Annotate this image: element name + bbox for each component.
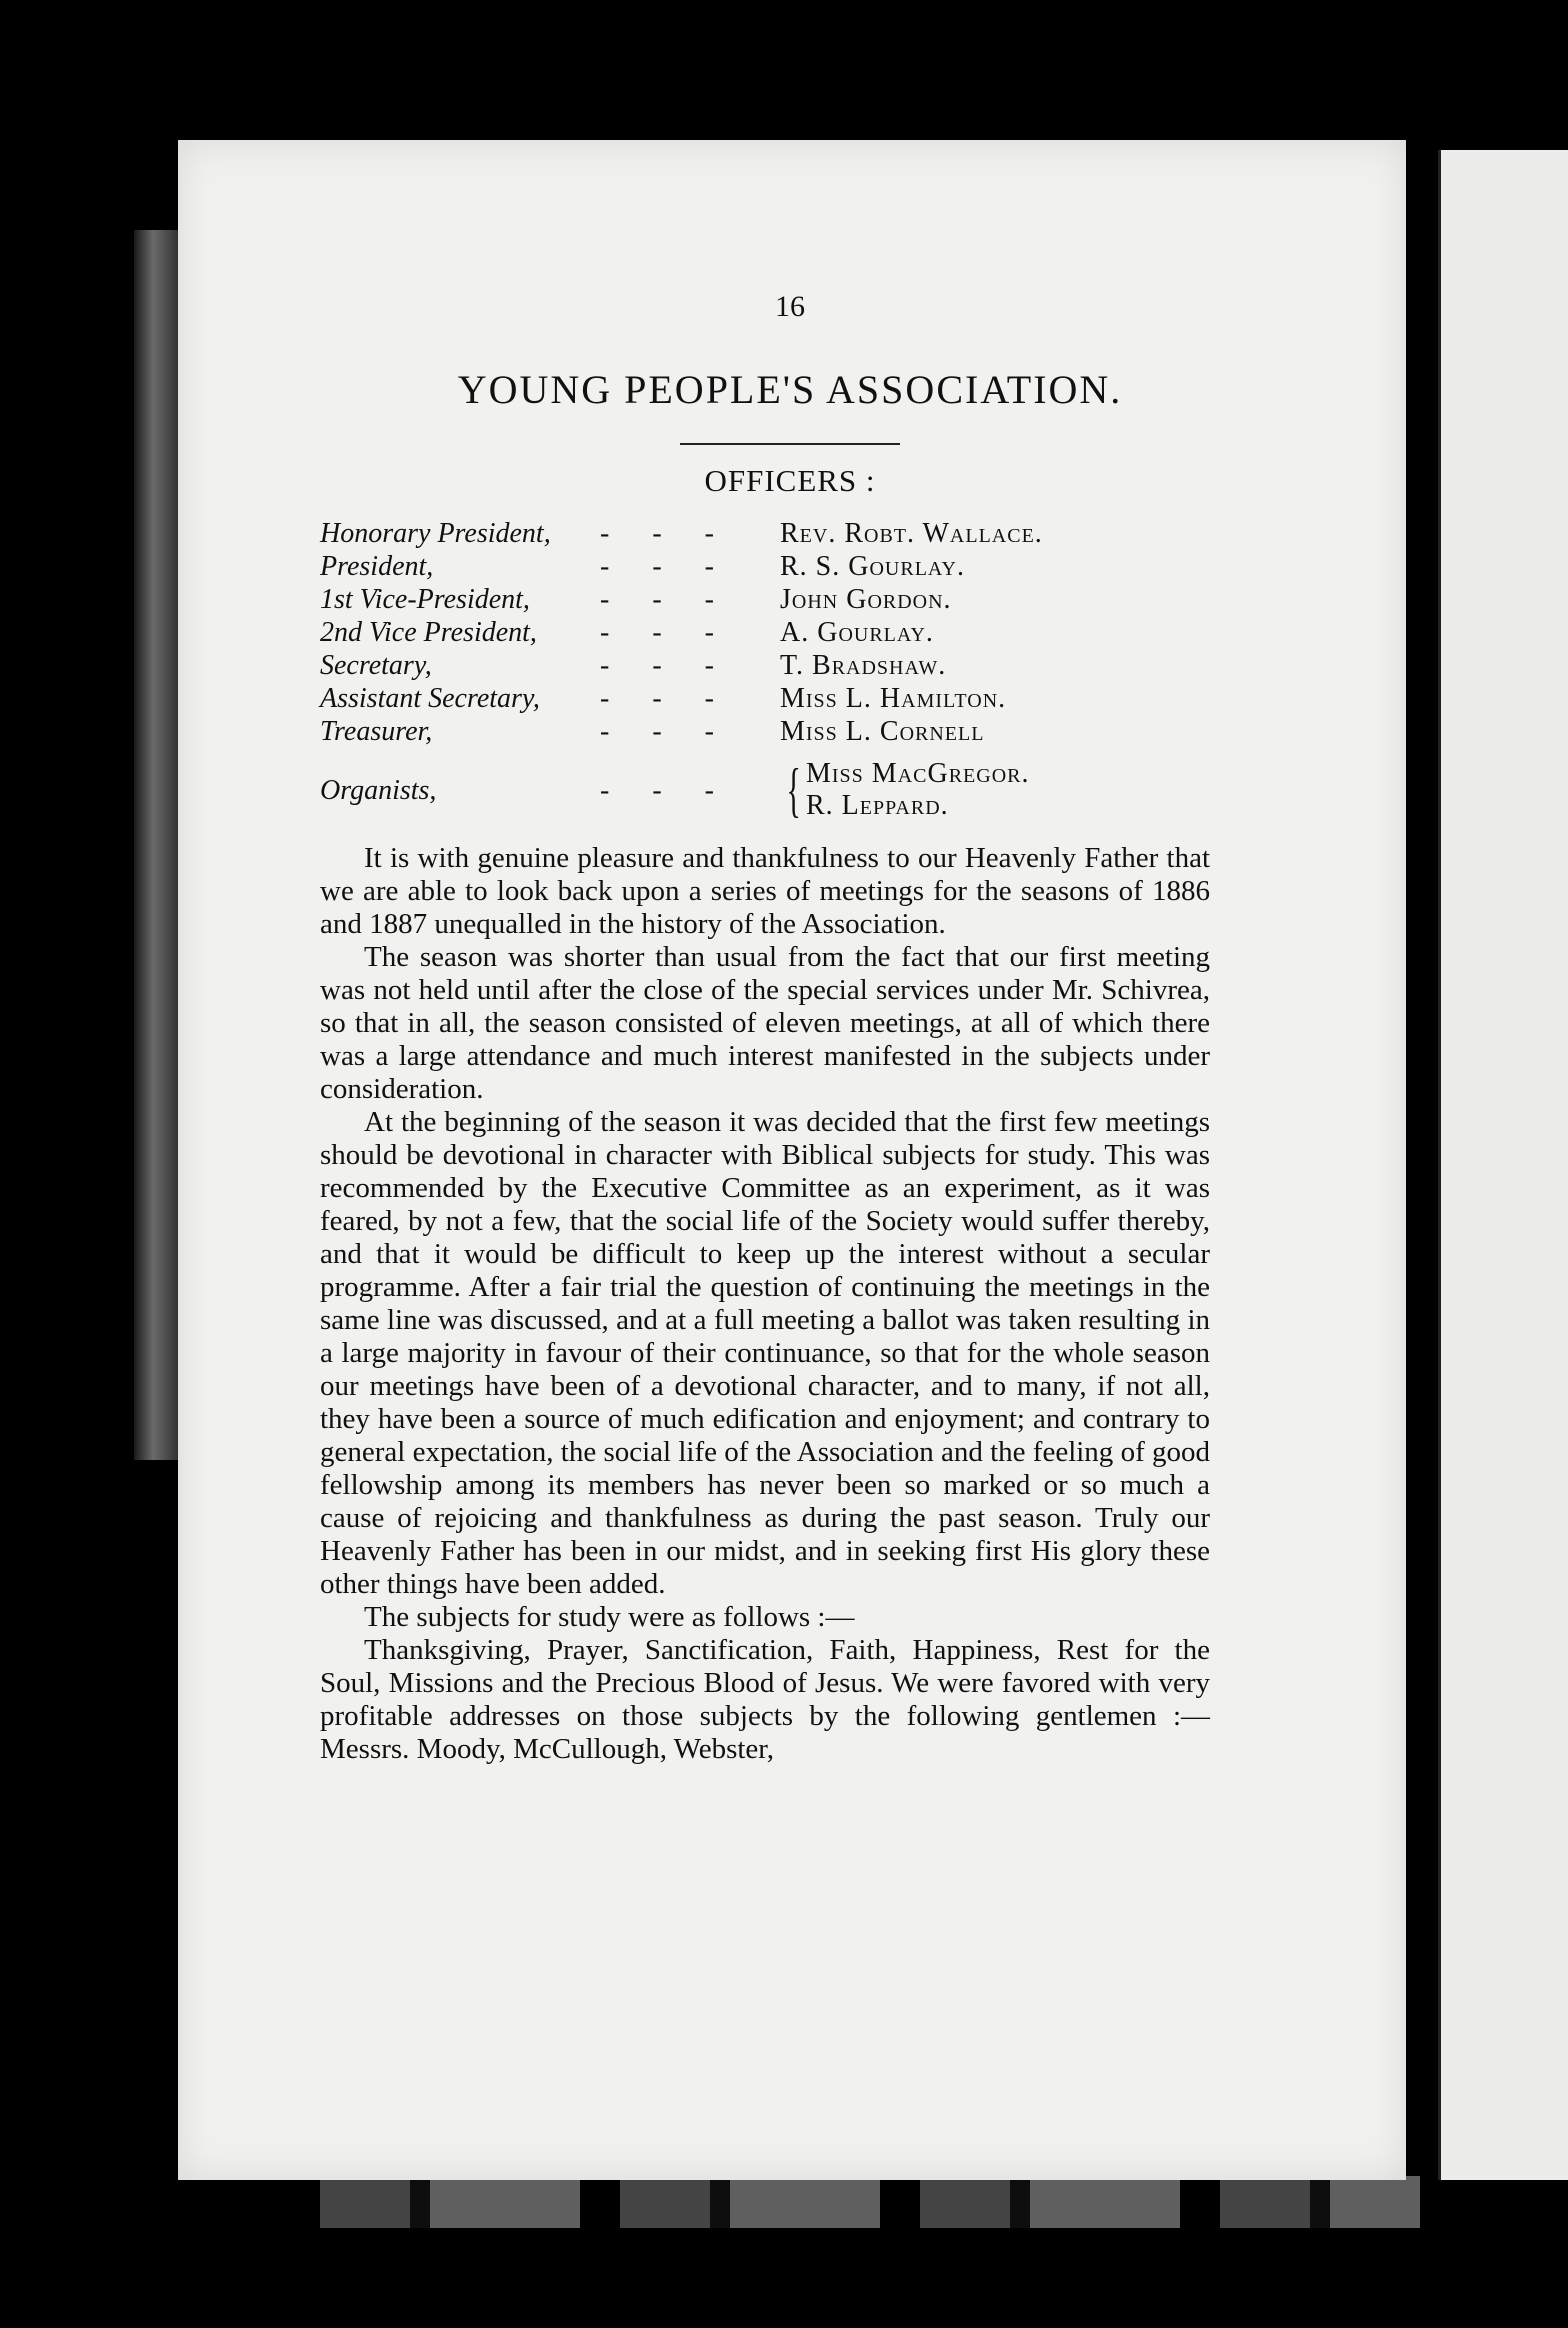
officer-name: R. S. Gourlay. [780, 551, 965, 582]
officer-role: Secretary, [320, 650, 432, 681]
paragraph: Thanksgiving, Prayer, Sanctification, Faith, Happiness, Rest for the Soul, Missions and the Precious Blood of Jesus. We were favored with very profitable addresses on those subjects by the following gentlemen :—Messrs. Moody, McCullough, Webster, [320, 1634, 1210, 1765]
officer-name: Rev. Robt. Wallace. [780, 518, 1043, 549]
officer-role: Treasurer, [320, 716, 433, 747]
page-number: 16 [775, 290, 805, 323]
leader-dashes: - - - [600, 716, 732, 747]
officer-role: Assistant Secretary, [320, 683, 540, 714]
leader-dashes: - - - [600, 584, 732, 615]
officer-row [320, 649, 1220, 682]
officer-role: President, [320, 551, 434, 582]
officer-name: John Gordon. [780, 584, 952, 615]
leader-dashes: - - - [600, 518, 732, 549]
organists-row [320, 758, 1220, 822]
officer-row [320, 682, 1220, 715]
organist-name: R. Leppard. [806, 790, 949, 821]
body-text [320, 842, 1210, 1766]
officer-name: A. Gourlay. [780, 617, 934, 648]
page-content [320, 290, 1220, 1766]
officer-row [320, 616, 1220, 649]
officer-row [320, 517, 1220, 550]
organist-name: Miss MacGregor. [806, 758, 1030, 789]
paragraph: It is with genuine pleasure and thankfulness to our Heavenly Father that we are able to look back upon a series of meetings for the seasons of 1886 and 1887 unequalled in the history of the Association. [320, 842, 1210, 940]
page-bottom-fringe [320, 2176, 1420, 2228]
facing-page-edge [1438, 150, 1568, 2180]
page-heading: YOUNG PEOPLE'S ASSOCIATION. [457, 367, 1123, 412]
officer-name: Miss L. Hamilton. [780, 683, 1007, 714]
officer-role: Honorary President, [320, 518, 551, 549]
officer-row [320, 715, 1220, 748]
organists-names [806, 758, 1030, 822]
officer-role: 2nd Vice President, [320, 617, 537, 648]
paragraph: The season was shorter than usual from the fact that our first meeting was not held until after the close of the special services under Mr. Schivrea, so that in all, the season consisted of eleven meetings, at all of which there was a large attendance and much interest manifested in the subjects under consideration. [320, 941, 1210, 1105]
leader-dashes: - - - [600, 617, 732, 648]
leader-dashes: - - - [600, 683, 732, 714]
officers-list [320, 517, 1220, 822]
leader-dashes: - - - [600, 650, 732, 681]
organists-role: Organists, [320, 774, 437, 806]
officer-role: 1st Vice-President, [320, 584, 530, 615]
leader-dashes: - - - [600, 551, 732, 582]
officer-name: Miss L. Cornell [780, 716, 985, 747]
officer-name: T. Bradshaw. [780, 650, 947, 681]
officer-row [320, 583, 1220, 616]
heading-rule [680, 443, 900, 445]
book-spine-edge [134, 230, 182, 1460]
brace-glyph: { [786, 757, 801, 823]
paragraph: The subjects for study were as follows :— [364, 1601, 855, 1633]
officers-title: OFFICERS : [704, 463, 876, 498]
leader-dashes: - - - [600, 774, 732, 806]
officer-row [320, 550, 1220, 583]
paragraph: At the beginning of the season it was decided that the first few meetings should be devotional in character with Biblical subjects for study. This was recommended by the Executive Committee as an experiment, as it was feared, by not a few, that the social life of the Society would suffer thereby, and that it would be difficult to keep up the interest without a secular programme. After a fair trial the question of continuing the meetings in the same line was discussed, and at a full meeting a ballot was taken resulting in a large majority in favour of their continuance, so that for the whole season our meetings have been of a devotional character, and to many, if not all, they have been a source of much edification and enjoyment; and contrary to general expectation, the social life of the Association and the feeling of good fellowship among its members has never been so marked or so much a cause of rejoicing and thankfulness as during the past season. Truly our Heavenly Father has been in our midst, and in seeking first His glory these other things have been added. [320, 1106, 1210, 1600]
